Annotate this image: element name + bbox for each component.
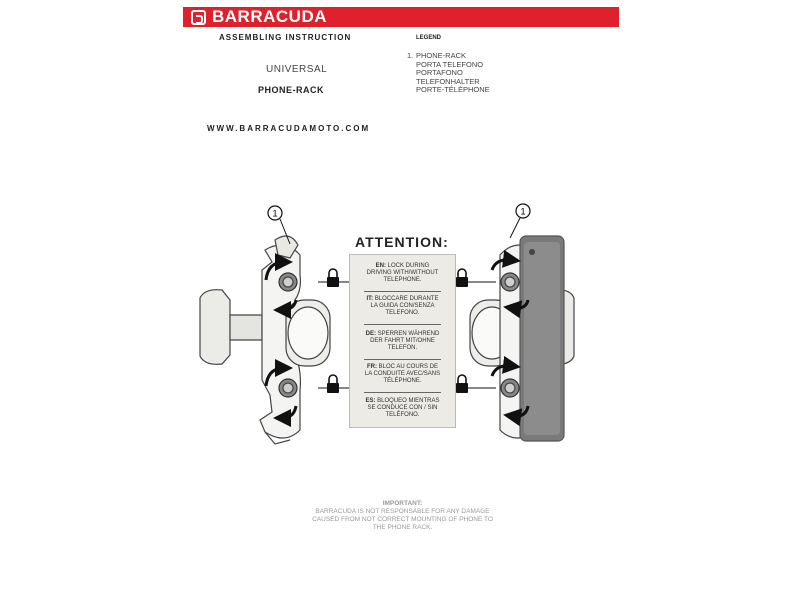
legend-item: PHONE-RACK (416, 51, 467, 60)
notice-line: SPERREN WÄHREND (377, 331, 440, 337)
notice-line: TELEFONO. (385, 310, 420, 316)
legend-number: 1. (407, 51, 414, 60)
notice-divider (364, 324, 441, 325)
notice-en (350, 263, 455, 284)
right-holder-illustration (470, 236, 574, 441)
important-line: CAUSED FROM NOT CORRECT MOUNTING OF PHONE TO (312, 516, 493, 523)
legend-title: LEGEND (416, 35, 442, 41)
notice-it (350, 296, 455, 317)
assembling-heading: ASSEMBLING INSTRUCTION (219, 33, 352, 42)
legend-item: PORTA TELEFONO (416, 59, 484, 69)
notice-line: DER FAHRT MIT/OHNE (370, 338, 435, 344)
notice-line: LA GUIDA CON/SENZA (370, 303, 435, 309)
notice-line: SE CONDUCE CON / SIN (367, 405, 438, 411)
notice-lang: ES: (365, 398, 376, 404)
callout-label: 1 (520, 206, 526, 217)
important-line: BARRACUDA IS NOT RESPONSABLE FOR ANY DAMAGE (315, 508, 490, 515)
important-title: IMPORTANT: (382, 500, 423, 507)
notice-lang: EN: (375, 263, 386, 269)
notice-divider (364, 359, 441, 360)
product-name: PHONE-RACK (258, 85, 325, 95)
notice-de (350, 331, 455, 352)
notice-line: LA CONDUITE AVEC/SANS (364, 371, 441, 377)
notice-lang: IT: (366, 296, 374, 302)
callout-marker (510, 204, 530, 238)
notice-divider (364, 291, 441, 292)
notice-es (350, 398, 455, 419)
callout-label: 1 (272, 208, 278, 219)
notice-divider (364, 392, 441, 393)
lock-icon (327, 269, 339, 287)
notice-line: TELEFON. (387, 345, 418, 351)
notice-line: TELÉFONO. (385, 412, 420, 418)
notice-lang: FR: (366, 364, 377, 370)
attention-panel (349, 254, 456, 428)
notice-line: BLOQUEO MIENTRAS (377, 398, 440, 404)
important-line: THE PHONE RACK. (372, 524, 433, 531)
legend-item: TELEFONHALTER (416, 76, 480, 86)
notice-line: TELEPHONE. (383, 277, 422, 283)
important-notice (300, 500, 505, 532)
notice-line: TÉLÉPHONE. (383, 378, 422, 384)
lock-icon (456, 269, 468, 287)
legend-item: PORTE-TÉLÉPHONE (416, 85, 490, 94)
legend-item: PORTAFONO (416, 68, 463, 77)
left-holder-illustration (200, 236, 330, 444)
universal-label: UNIVERSAL (266, 64, 328, 75)
notice-line: LOCK DURING (387, 263, 430, 269)
notice-line: BLOC AU COURS DE (378, 364, 439, 370)
notice-lang: DE: (365, 331, 376, 337)
lock-icon (327, 375, 339, 393)
brand-name: BARRACUDA (212, 7, 327, 26)
notice-line: BLOCCARE DURANTE (374, 296, 439, 302)
lock-icon (456, 375, 468, 393)
attention-title: ATTENTION: (355, 234, 449, 250)
notice-line: DRIVING WITH/WITHOUT (366, 270, 439, 276)
website-link[interactable]: WWW.BARRACUDAMOTO.COM (207, 124, 371, 133)
notice-fr (350, 364, 455, 385)
